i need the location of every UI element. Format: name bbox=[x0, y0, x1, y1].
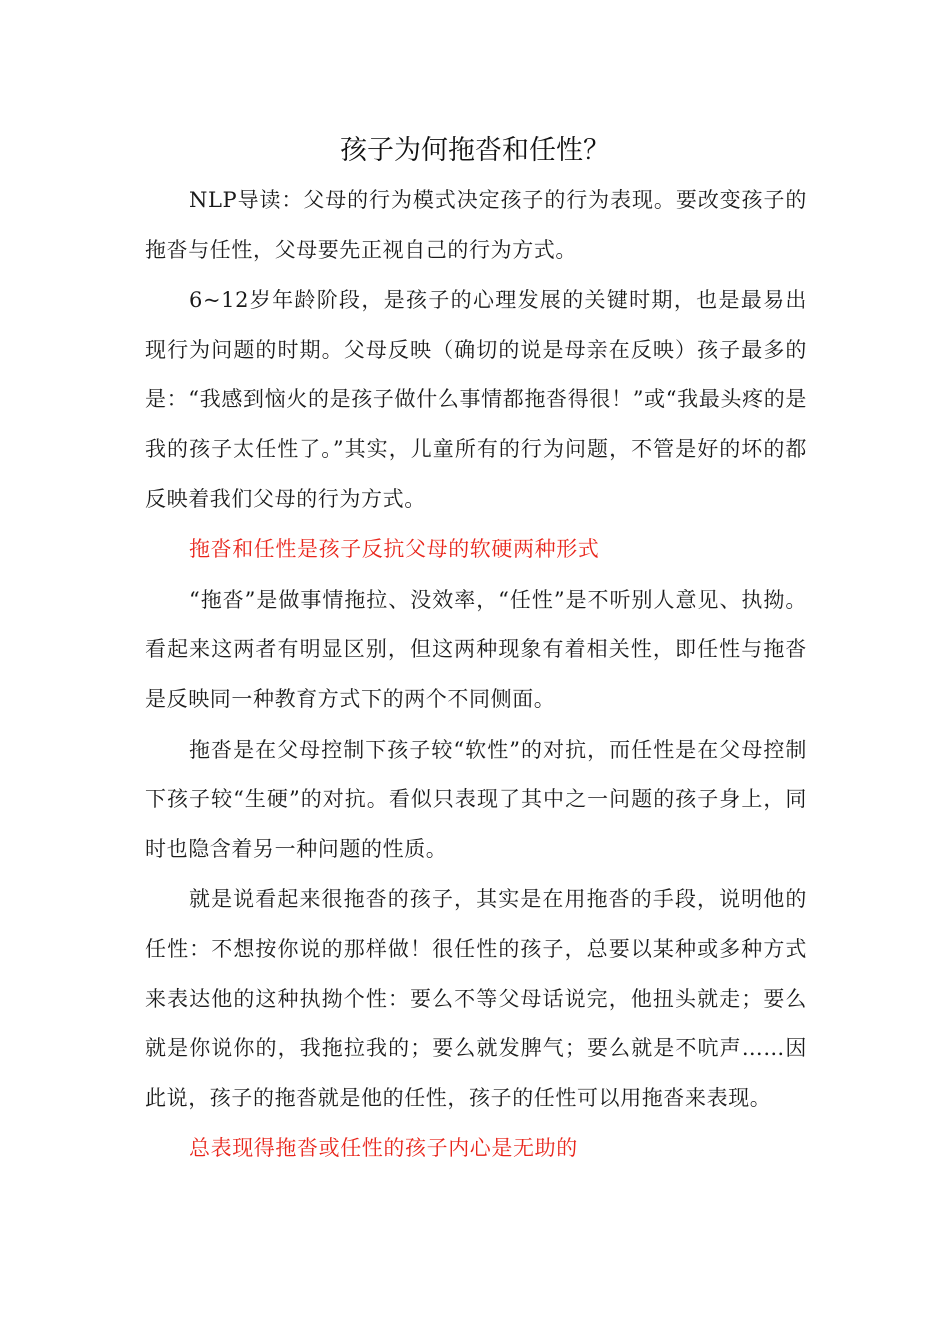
document-body bbox=[145, 176, 807, 1175]
section-heading: 拖沓和任性是孩子反抗父母的软硬两种形式 bbox=[189, 537, 600, 562]
body-paragraph: 6~12岁年龄阶段，是孩子的心理发展的关键时期，也是最易出现行为问题的时期。父母反映（确切的说是母亲在反映）孩子最多的是：“我感到恼火的是孩子做什么事情都拖沓得很！”或“我最头疼的是我的孩子太任性了。”其实，儿童所有的行为问题，不管是好的坏的都反映着我们父母的行为方式。 bbox=[145, 288, 807, 511]
body-paragraph: “拖沓”是做事情拖拉、没效率，“任性”是不听别人意见、执拗。看起来这两者有明显区别，但这两种现象有着相关性，即任性与拖沓是反映同一种教育方式下的两个不同侧面。 bbox=[145, 587, 807, 711]
body-paragraph: 拖沓是在父母控制下孩子较“软性”的对抗，而任性是在父母控制下孩子较“生硬”的对抗。看似只表现了其中之一问题的孩子身上，同时也隐含着另一种问题的性质。 bbox=[145, 737, 807, 861]
body-paragraph: 就是说看起来很拖沓的孩子，其实是在用拖沓的手段，说明他的任性：不想按你说的那样做！很任性的孩子，总要以某种或多种方式来表达他的这种执拗个性：要么不等父母话说完，他扭头就走；要么就是你说你的，我拖拉我的；要么就发脾气；要么就是不吭声……因此说，孩子的拖沓就是他的任性，孩子的任性可以用拖沓来表现。 bbox=[145, 887, 807, 1110]
section-heading: 总表现得拖沓或任性的孩子内心是无助的 bbox=[189, 1136, 578, 1161]
intro-paragraph: NLP导读：父母的行为模式决定孩子的行为表现。要改变孩子的拖沓与任性，父母要先正视自己的行为方式。 bbox=[145, 188, 807, 262]
document-title: 孩子为何拖沓和任性？ bbox=[340, 135, 610, 166]
